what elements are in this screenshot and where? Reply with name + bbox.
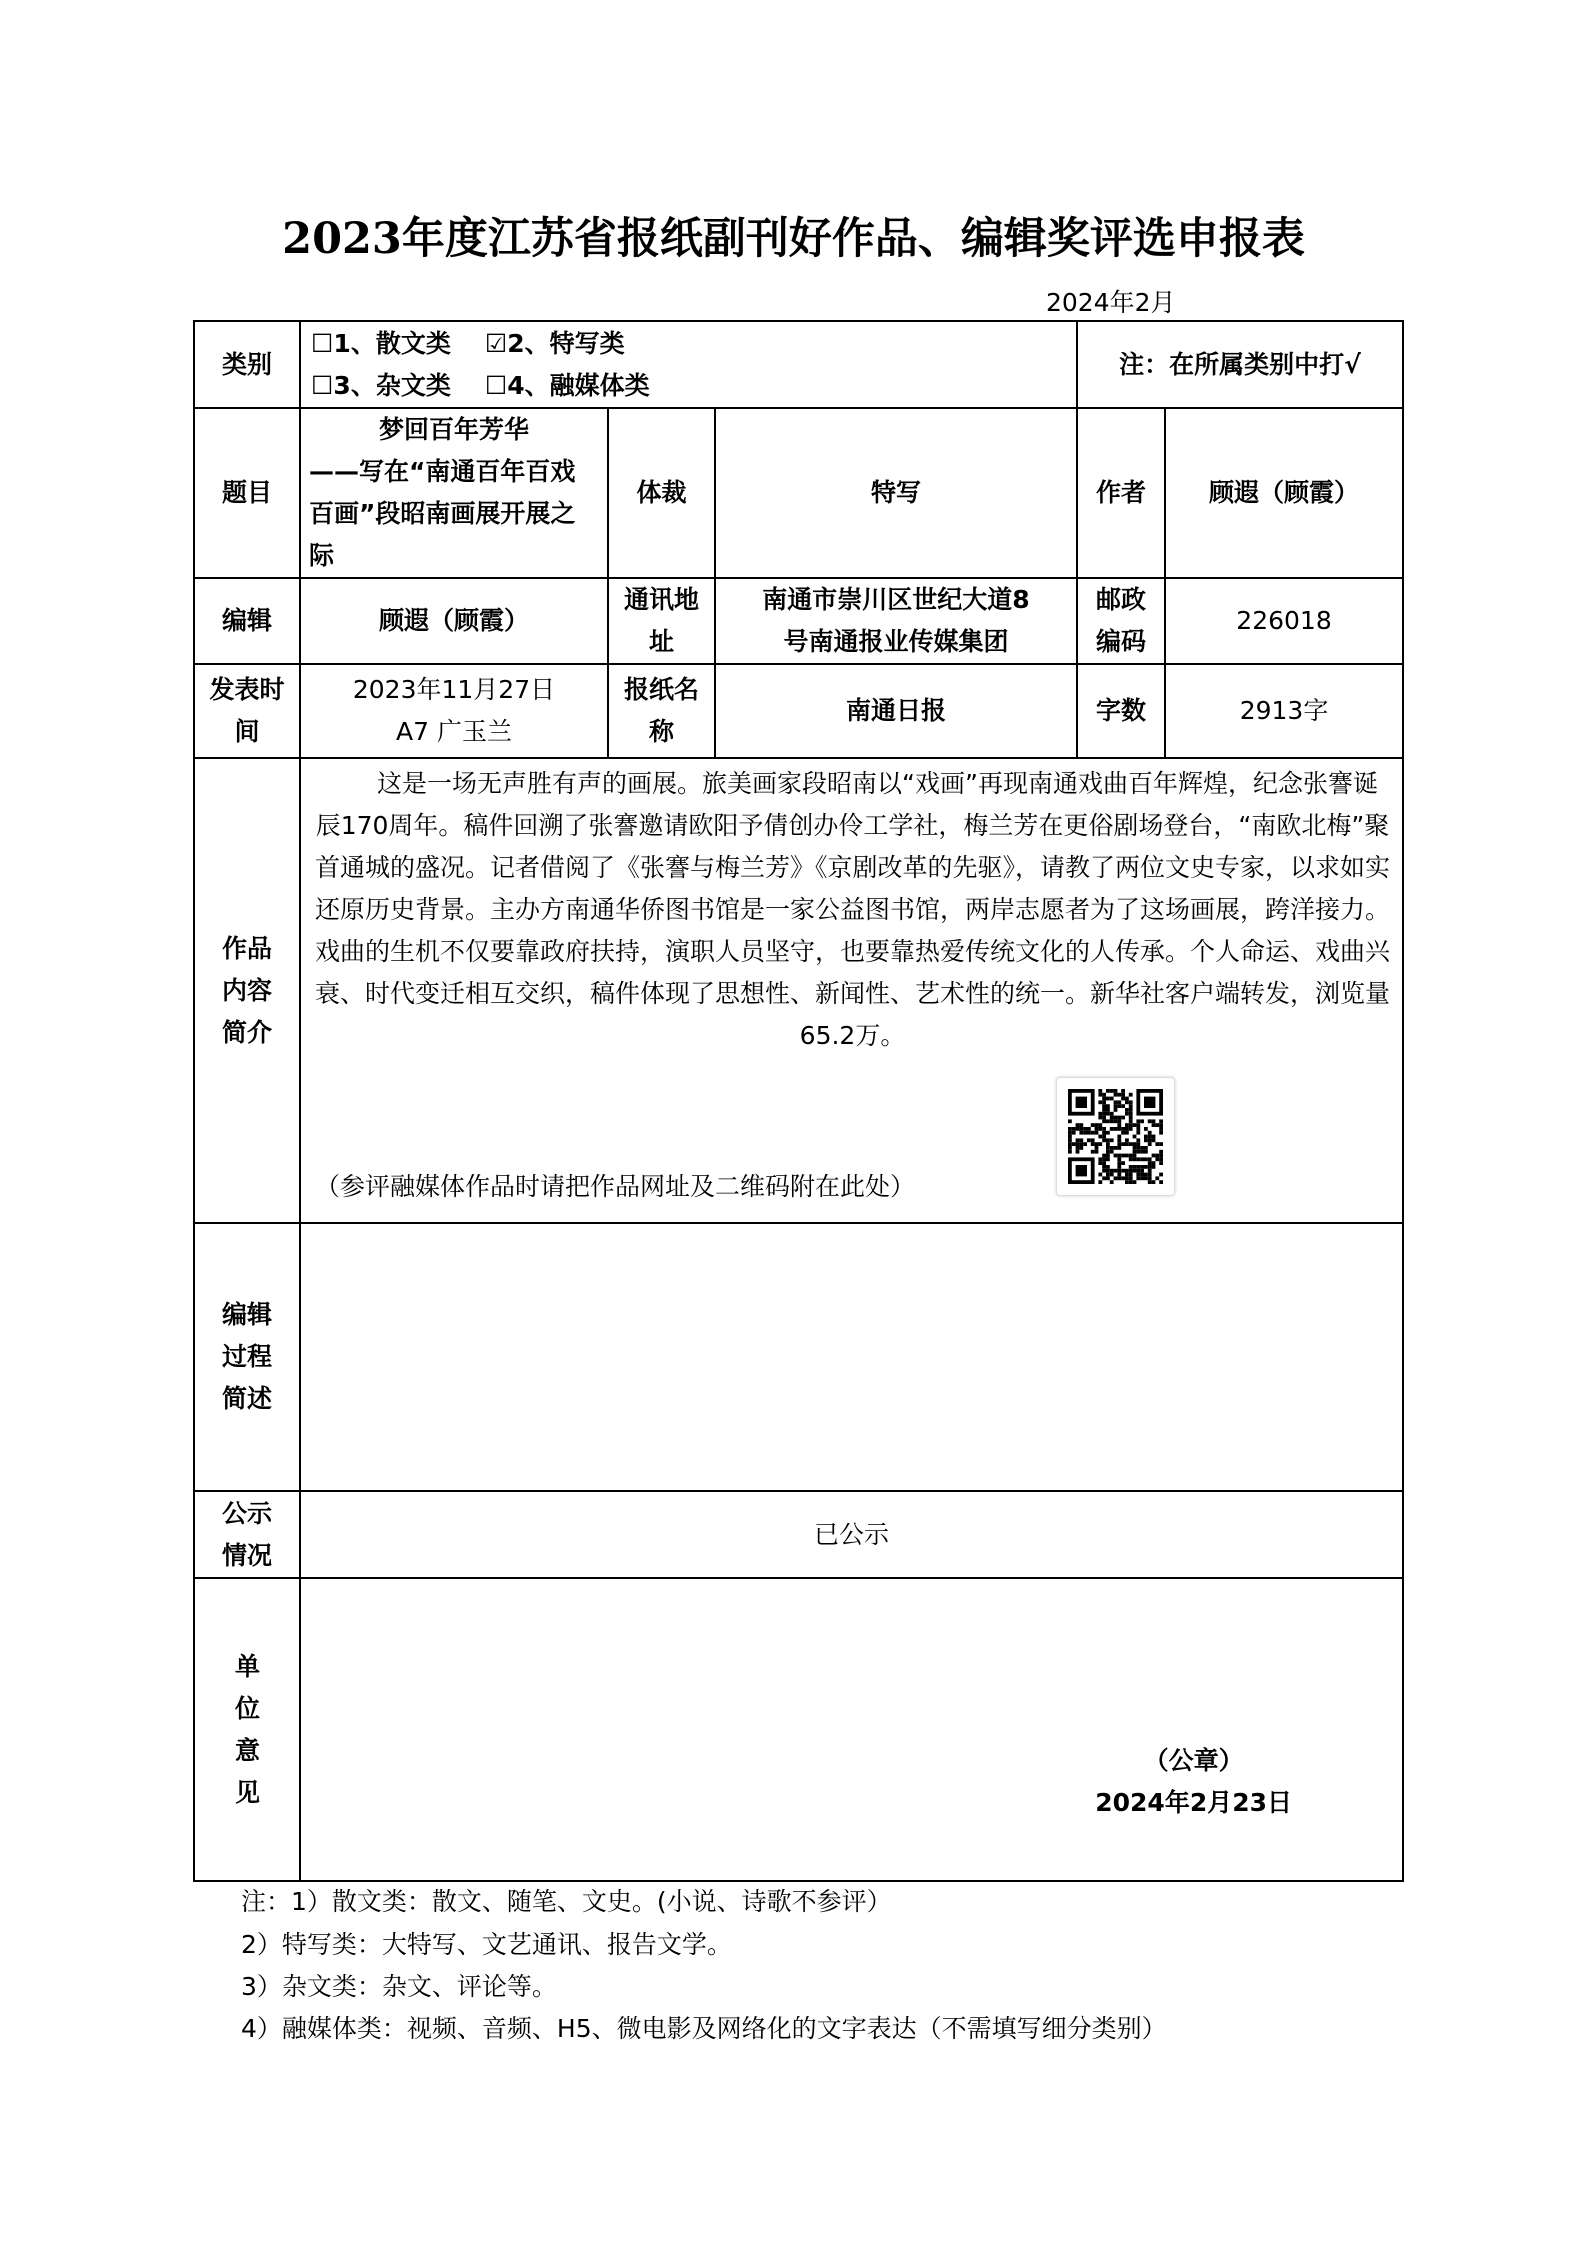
footnote-4: 4）融媒体类：视频、音频、H5、微电影及网络化的文字表达（不需填写细分类别）: [241, 2014, 1167, 2043]
process-row: [194, 1223, 1403, 1491]
editor-row: [194, 578, 1403, 664]
author-value: 顾遐（顾霞）: [1165, 408, 1403, 578]
process-value[interactable]: [300, 1223, 1403, 1491]
footnote-3: 3）杂文类：杂文、评论等。: [241, 1972, 557, 2001]
category-note: 注：在所属类别中打√: [1077, 321, 1403, 408]
qr-hint: （参评融媒体作品时请把作品网址及二维码附在此处）: [315, 1172, 916, 1201]
category-options: [300, 321, 1077, 408]
pubtime-date: 2023年11月27日: [352, 675, 556, 704]
editor-value: 顾遐（顾霞）: [300, 578, 608, 664]
footnote-1: 注：1）散文类：散文、随笔、文史。(小说、诗歌不参评）: [241, 1887, 892, 1916]
publicity-row: [194, 1491, 1403, 1578]
form-date: 2024年2月: [1046, 288, 1176, 317]
seal-text: （公章）: [1143, 1746, 1244, 1775]
opinion-date: 2024年2月23日: [1095, 1788, 1293, 1817]
category-option-3[interactable]: ☐3、杂文类: [311, 370, 451, 400]
genre-label: 体裁: [608, 408, 715, 578]
opinion-row: [194, 1578, 1403, 1881]
genre-value: 特写: [715, 408, 1077, 578]
publicity-label: 公示情况: [194, 1491, 300, 1578]
checkbox-icon: ☐: [484, 370, 508, 400]
summary-row: [194, 758, 1403, 1223]
words-label: 字数: [1077, 664, 1165, 758]
work-title-main: 梦回百年芳华: [378, 415, 529, 444]
checked-checkbox-icon: ☑: [484, 328, 508, 358]
process-label: 编辑过程简述: [194, 1223, 300, 1491]
editor-label: 编辑: [194, 578, 300, 664]
pubtime-page: A7 广玉兰: [396, 717, 512, 746]
category-row: [194, 321, 1403, 408]
address-value: 南通市崇川区世纪大道8号南通报业传媒集团: [715, 578, 1077, 664]
pubtime-label: 发表时间: [194, 664, 300, 758]
title-row: [194, 408, 1403, 578]
postcode-label: 邮政编码: [1077, 578, 1165, 664]
title-label: 题目: [194, 408, 300, 578]
work-title-subtitle: ——写在“南通百年百戏百画”段昭南画展开展之际: [309, 457, 576, 570]
footnote-2: 2）特写类：大特写、文艺通讯、报告文学。: [241, 1930, 732, 1959]
category-option-2[interactable]: ☑2、特写类: [484, 328, 625, 358]
category-label: 类别: [194, 321, 300, 408]
opinion-label: 单位意见: [194, 1578, 300, 1881]
application-form-table: [193, 320, 1404, 1882]
summary-label: 作品内容简介: [194, 758, 300, 1223]
qr-code-icon[interactable]: [1056, 1077, 1175, 1196]
words-value: 2913字: [1165, 664, 1403, 758]
paper-label: 报纸名称: [608, 664, 715, 758]
paper-value: 南通日报: [715, 664, 1077, 758]
summary-text: 这是一场无声胜有声的画展。旅美画家段昭南以“戏画”再现南通戏曲百年辉煌，纪念张謇诞辰170周年。稿件回溯了张謇邀请欧阳予倩创办伶工学社，梅兰芳在更俗剧场登台，“南欧北梅”聚首通城的盛况。记者借阅了《张謇与梅兰芳》《京剧改革的先驱》，请教了两位文史专家，以求如实还原历史背景。主办方南通华侨图书馆是一家公益图书馆，两岸志愿者为了这场画展，跨洋接力。戏曲的生机不仅要靠政府扶持，演职人员坚守，也要靠热爱传统文化的人传承。个人命运、戏曲兴衰、时代变迁相互交织，稿件体现了思想性、新闻性、艺术性的统一。新华社客户端转发，浏览量65.2万。: [315, 769, 1391, 1050]
checkbox-icon: ☐: [311, 328, 334, 358]
postcode-value: 226018: [1165, 578, 1403, 664]
category-option-1[interactable]: ☐1、散文类: [311, 328, 451, 358]
publicity-value: 已公示: [300, 1491, 1403, 1578]
page-title: 2023年度江苏省报纸副刊好作品、编辑奖评选申报表: [282, 214, 1305, 264]
publish-row: [194, 664, 1403, 758]
category-option-4[interactable]: ☐4、融媒体类: [484, 370, 650, 400]
checkbox-icon: ☐: [311, 370, 334, 400]
author-label: 作者: [1077, 408, 1165, 578]
address-label: 通讯地址: [608, 578, 715, 664]
